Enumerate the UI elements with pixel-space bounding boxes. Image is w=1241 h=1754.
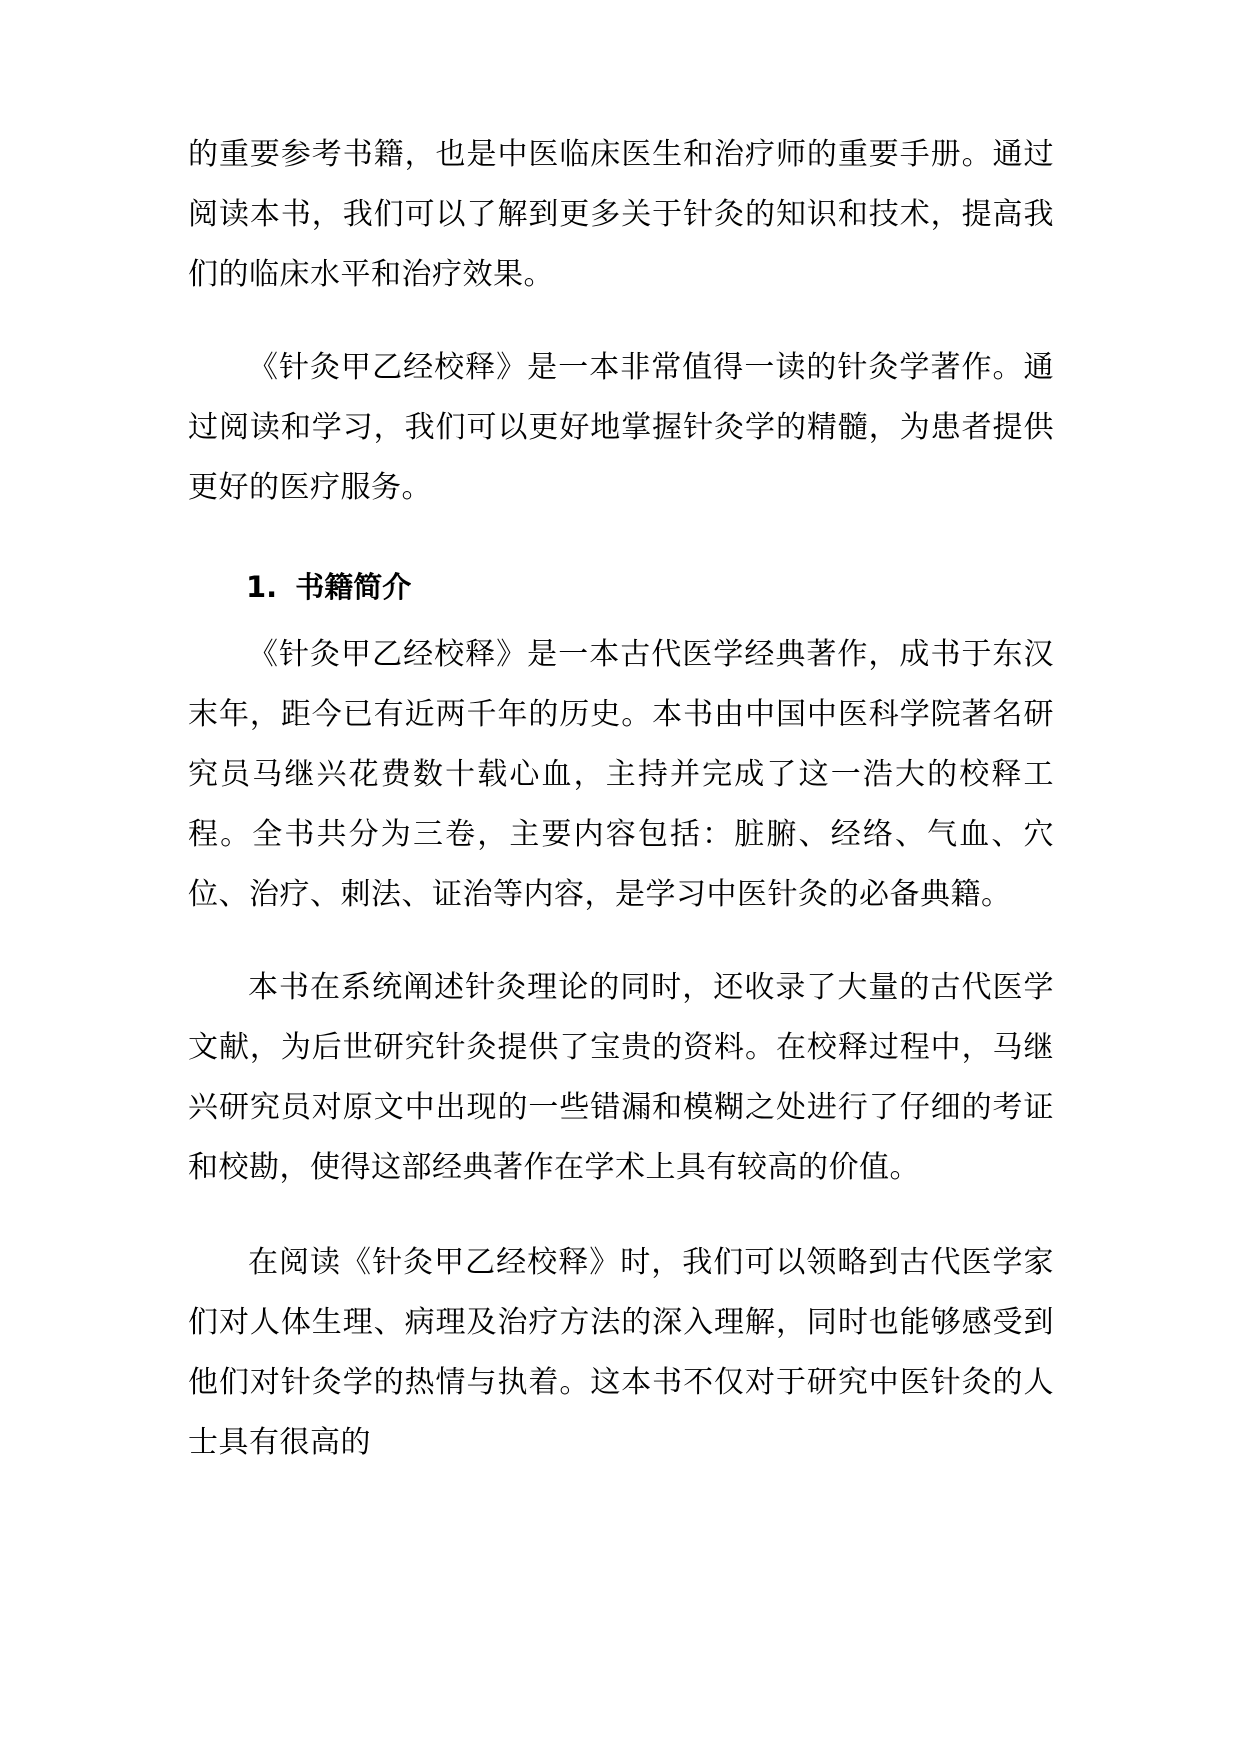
section-number: 1. bbox=[246, 570, 278, 604]
section-title: 书籍简介 bbox=[295, 570, 412, 604]
paragraph-summary: 《针灸甲乙经校释》是一本非常值得一读的针灸学著作。通过阅读和学习，我们可以更好地掌握针灸学的精髓，为患者提供更好的医疗服务。 bbox=[188, 350, 1054, 505]
paragraph-continuation: 的重要参考书籍，也是中医临床医生和治疗师的重要手册。通过阅读本书，我们可以了解到更多关于针灸的知识和技术，提高我们的临床水平和治疗效果。 bbox=[188, 137, 1054, 292]
paragraph-introduction: 《针灸甲乙经校释》是一本古代医学经典著作，成书于东汉末年，距今已有近两千年的历史。本书由中国中医科学院著名研究员马继兴花费数十载心血，主持并完成了这一浩大的校释工程。全书共分为三卷，主要内容包括：脏腑、经络、气血、穴位、治疗、刺法、证治等内容，是学习中医针灸的必备典籍。 bbox=[188, 637, 1054, 912]
section-heading bbox=[246, 567, 411, 607]
paragraph-literature: 本书在系统阐述针灸理论的同时，还收录了大量的古代医学文献，为后世研究针灸提供了宝贵的资料。在校释过程中，马继兴研究员对原文中出现的一些错漏和模糊之处进行了仔细的考证和校勘，使得这部经典著作在学术上具有较高的价值。 bbox=[188, 970, 1054, 1185]
paragraph-reading: 在阅读《针灸甲乙经校释》时，我们可以领略到古代医学家们对人体生理、病理及治疗方法的深入理解，同时也能够感受到他们对针灸学的热情与执着。这本书不仅对于研究中医针灸的人士具有很高的 bbox=[188, 1245, 1054, 1460]
